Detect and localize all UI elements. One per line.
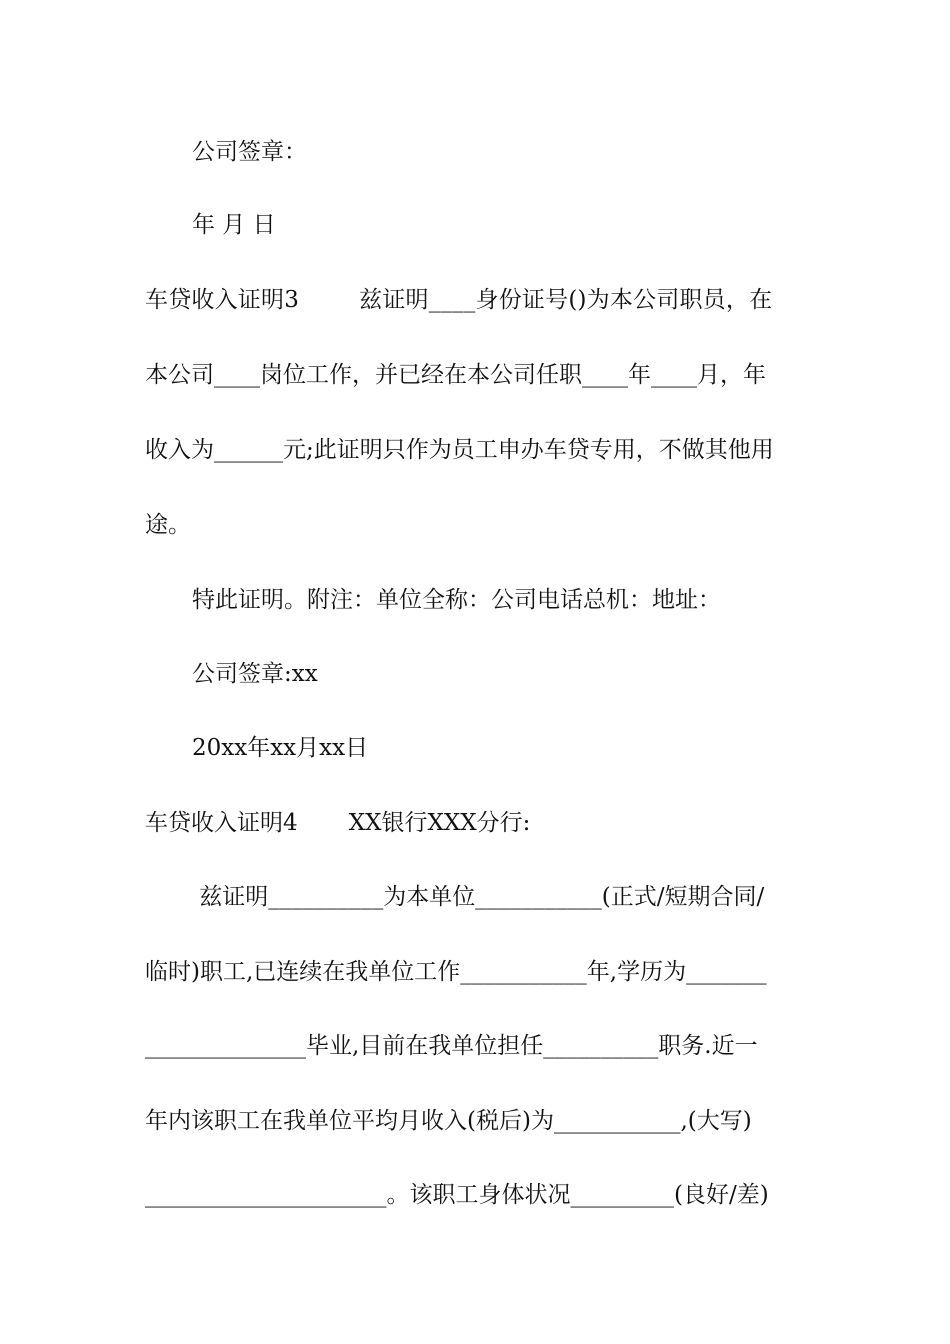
heading-certificate-3-line xyxy=(145,280,810,320)
note-line: 特此证明。附注：单位全称：公司电话总机：地址： xyxy=(192,587,721,613)
paragraph-3-line-3: 收入为______元;此证明只作为员工申办车贷专用，不做其他用 xyxy=(145,437,774,463)
certificate-3-text: 车贷收入证明3 兹证明____身份证号()为本公司职员，在 xyxy=(145,287,773,313)
paragraph-4-line-5: _____________________。该职工身体状况_________(良好/差) xyxy=(145,1182,769,1208)
paragraph-3-line-2: 本公司____岗位工作，并已经在本公司任职____年____月，年 xyxy=(145,362,766,388)
heading-certificate-4-line: 车贷收入证明4 XX银行XXX分行: xyxy=(145,810,531,836)
paragraph-4-line-2: 临时)职工,已连续在我单位工作___________年,学历为_______ xyxy=(145,959,767,985)
paragraph-4-line-1: 兹证明__________为本单位___________(正式/短期合同/ xyxy=(192,884,765,910)
paragraph-4-line-3: ______________毕业,目前在我单位担任__________职务.近一 xyxy=(145,1033,758,1059)
paragraph-4-line-4: 年内该职工在我单位平均月收入(税后)为___________,(大写) xyxy=(145,1108,752,1134)
date-line-2: 20xx年xx月xx日 xyxy=(192,735,369,761)
company-seal-line-2: 公司签章:xx xyxy=(192,661,318,687)
company-seal-line-1: 公司签章： xyxy=(192,139,307,165)
paragraph-3-line-4: 途。 xyxy=(145,512,191,538)
date-line-1: 年 月 日 xyxy=(192,212,276,238)
